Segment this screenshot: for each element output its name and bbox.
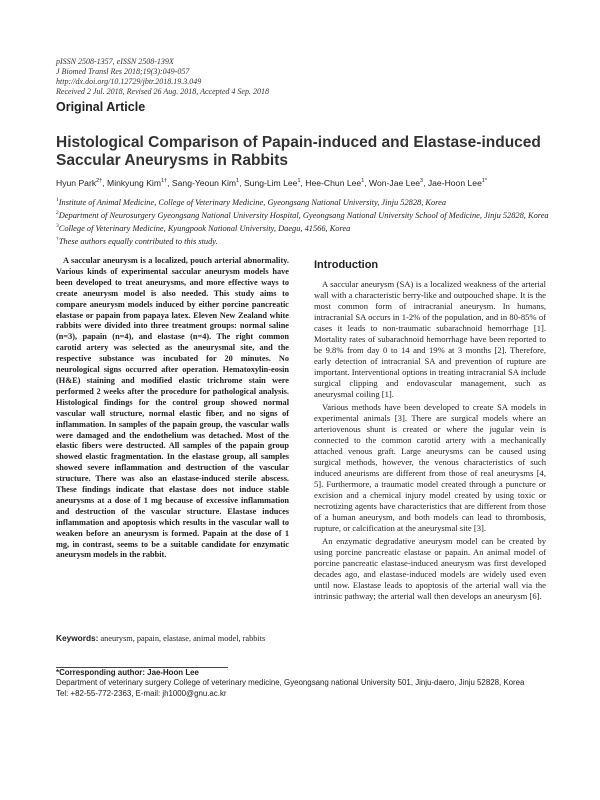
affiliation-mark: † — [56, 236, 59, 242]
author-separator: , — [102, 177, 108, 188]
author-separator: , — [423, 177, 428, 188]
affiliation-mark: 3 — [56, 223, 59, 229]
author-list — [56, 176, 556, 189]
introduction-heading: Introduction — [314, 259, 379, 271]
affiliation-line — [56, 221, 556, 234]
author-affiliation-mark: 2† — [96, 178, 103, 184]
affiliation-text: Institute of Animal Medicine, College of Veterinary Medicine, Gyeongsang National University, Jinju 52828, Korea — [58, 197, 447, 207]
author-affiliation-mark: 1† — [161, 178, 168, 184]
affiliation-text: Department of Neurosurgery Gyeongsang National University Hospital, Gyeongsang National University School of Medicine, Jinju 52828, Korea — [58, 210, 549, 220]
keywords — [56, 633, 289, 645]
corresponding-author — [56, 668, 556, 699]
author-name: Minkyung Kim — [107, 177, 161, 188]
author-name: Hyun Park — [56, 177, 97, 188]
publication-dates: Received 2 Jul. 2018, Revised 26 Aug. 2018, Accepted 4 Sep. 2018 — [56, 87, 269, 96]
intro-paragraph: Various methods have been developed to create SA models in experimental animals [3]. There are surgical models where an arteriovenous shunt is created or where the jugular vein is connected to the common carotid artery with a mechanically attached venous graft. Large aneurysms can be caused using surgical methods, however, the venous characteristics of such induced aneurisms are different from those of real aneurysms [4, 5]. Furthermore, a traumatic model created through a puncture or excision and a chemical injury model created by using toxic or necrotizing agents have characteristics that are different from those of a human aneurysm, and both models can lead to thrombosis, rupture, or calcification at the aneurysmal site [3]. — [314, 402, 546, 533]
author-name: Won-Jae Lee — [369, 177, 421, 188]
author-affiliation-mark: 1 — [236, 178, 240, 184]
intro-paragraph: An enzymatic degradative aneurysm model can be created by using porcine pancreatic elastase or papain. An animal model of porcine pancreatic elastase-induced aneurysm was first developed decades ago, and elastase-induced models are widely used even until now. Elastase leads to apoptosis of the arterial wall via the intrinsic pathway; the arterial wall then develops an aneurysm [6]. — [314, 536, 546, 601]
affiliation-line — [56, 195, 556, 208]
author-affiliation-mark: 1 — [297, 178, 301, 184]
author-name: Sung-Lim Lee — [243, 177, 298, 188]
intro-paragraph: A saccular aneurysm (SA) is a localized weakness of the arterial wall with a characteristic berry-like and outpouched shape. It is the most common form of intracranial aneurysm. In humans, intracranial SA occurs in 1-2% of the population, and in 80-85% of cases it leads to non-traumatic subarachnoid hemorrhage [1]. Mortality rates of subarachnoid hemorrhage have been reported to be 9.8% from day 0 to 14 and 19% at 3 months [2]. Therefore, early detection of intracranial SA and prevention of rupture are important. Interventional options in treating intracranial SA include surgical clipping and endovascular management, such as aneurysmal coiling [1]. — [314, 279, 546, 399]
affiliation-line — [56, 208, 556, 221]
journal-meta — [56, 57, 269, 97]
issn-line: pISSN 2508-1357, eISSN 2508-139X — [56, 57, 174, 66]
author-affiliation-mark: 1 — [361, 178, 365, 184]
corresponding-author-title: *Corresponding author: Jae-Hoon Lee — [56, 668, 199, 677]
author-separator: , — [364, 177, 370, 188]
affiliation-text: College of Veterinary Medicine, Kyungpook National University, Daegu, 41566, Korea — [58, 223, 351, 233]
affiliations — [56, 195, 556, 247]
affiliation-mark: 1 — [56, 197, 59, 203]
introduction-body — [314, 279, 546, 604]
abstract: A saccular aneurysm is a localized, pouch arterial abnormality. Various kinds of experimental saccular aneurysm models have been developed to treat aneurysms, and more effective ways to create aneurysm model is also needed. This study aims to compare aneurysm models induced by either porcine pancreatic elastase or papain from papaya latex. Eleven New Zealand white rabbits were divided into three treatment groups: normal saline (n=3), papain (n=4), and elastase (n=4). The right common carotid artery was selected as the aneurysmal site, and the respective substance was incubated for 20 minutes. No neurological signs occurred after operation. Hematoxylin-eosin (H&E) staining and modified elastic trichrome stain were performed 2 weeks after the procedure for pathological analysis. Histological findings for the control group showed normal vascular wall structure, normal elastic fiber, and no signs of inflammation. In samples of the papain group, the vascular walls were damaged and the endothelium was detached. Most of the elastic fibers were destructed. All samples of the papain group showed elastic fragmentation. In the elastase group, all samples showed severe inflammation and destruction of the vascular structure. There was also an elastase-induced sterile abscess. These findings indicate that elastase does not induce stable aneurysms at a dose of 1 mg because of excessive inflammation and destruction of the vascular structure. Elastase induces inflammation and apoptosis which results in the vascular wall to weaken before an aneurysm is formed. Papain at the dose of 1 mg, in contrast, seems to be a suitable candidate for enzymatic aneurysm models in the rabbit. — [56, 256, 289, 560]
author-affiliation-mark: 1* — [481, 178, 488, 184]
keywords-text: aneurysm, papain, elastase, animal model, rabbits — [98, 634, 266, 643]
affiliation-mark: 2 — [56, 210, 59, 216]
affiliation-text: These authors equally contributed to this study. — [58, 236, 218, 246]
author-separator: , — [300, 177, 306, 188]
article-title: Histological Comparison of Papain-induced and Elastase-induced Saccular Aneurysms in Rabbits — [56, 134, 541, 169]
corresponding-author-contact: Tel: +82-55-772-2363, E-mail: jh1000@gnu.ac.kr — [56, 688, 227, 698]
article-type: Original Article — [56, 100, 146, 114]
keywords-label: Keywords: — [56, 633, 99, 643]
author-affiliation-mark: 3 — [420, 178, 424, 184]
author-name: Jae-Hoon Lee — [427, 177, 482, 188]
doi-link[interactable]: http://dx.doi.org/10.12729/jbtr.2018.19.3.049 — [56, 77, 202, 86]
author-separator: , — [167, 177, 172, 188]
journal-citation: J Biomed Transl Res 2018;19(3):049-057 — [56, 67, 190, 76]
affiliation-line — [56, 234, 556, 247]
corresponding-author-address: Department of veterinary surgery College of veterinary medicine, Gyeongsang national University 501, Jinju-daero, Jinju 52828, Korea — [56, 678, 525, 688]
author-name: Sang-Yeoun Kim — [171, 177, 237, 188]
author-separator: , — [239, 177, 244, 188]
author-name: Hee-Chun Lee — [305, 177, 362, 188]
